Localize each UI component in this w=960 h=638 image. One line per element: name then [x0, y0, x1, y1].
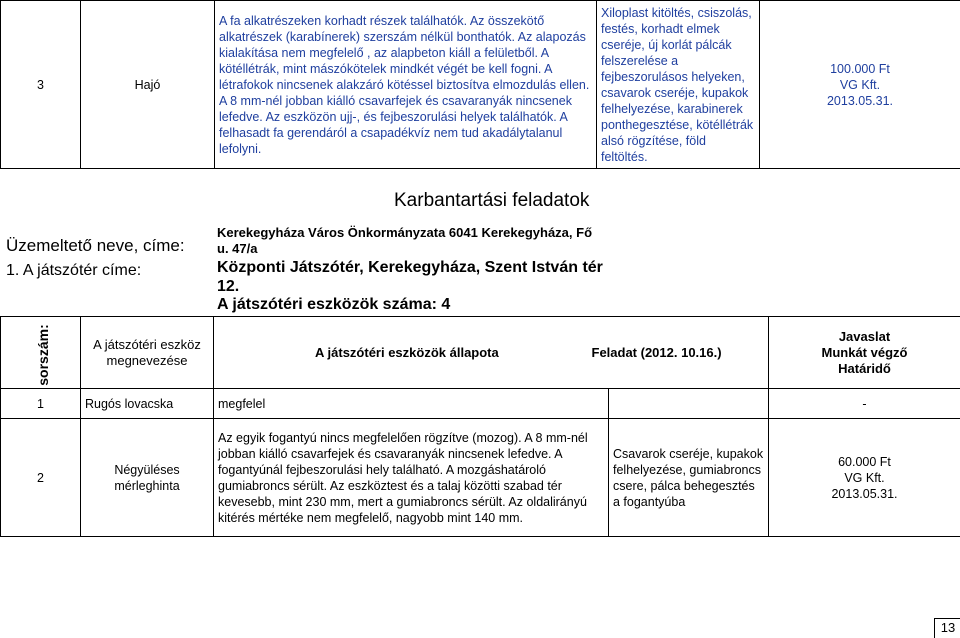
- header-proposal-line2: Munkát végző: [773, 345, 956, 361]
- table-row: [1, 389, 960, 419]
- row-number: 1: [1, 389, 81, 419]
- row-number: 2: [1, 419, 81, 537]
- header-proposal-line3: Határidő: [773, 361, 956, 377]
- section-title: Karbantartási feladatok: [394, 190, 589, 212]
- device-name: Hajó: [81, 1, 215, 169]
- row-number: 3: [1, 1, 81, 169]
- top-row-table: [0, 0, 960, 169]
- proposal-cost: 60.000 Ft: [773, 454, 956, 470]
- maintenance-table: [0, 316, 960, 537]
- page-number: 13: [934, 618, 960, 638]
- header-state: A játszótéri eszközök állapota: [315, 345, 499, 360]
- device-name: Négyüléses mérleghinta: [81, 419, 214, 537]
- header-sorszam: [23, 310, 63, 400]
- header-proposal: [769, 317, 960, 389]
- header-device-name: A játszótéri eszköz megnevezése: [81, 317, 214, 389]
- header-state-task: [214, 317, 769, 389]
- proposal-contractor: VG Kft.: [764, 77, 956, 93]
- device-task: Xiloplast kitöltés, csiszolás, festés, korhadt elmek cseréje, új korlát pálcák felszerelése a fejbeszorulásos helyeken, csavarok cseréje, kupakok felhelyezése, karabinerek ponthegesztése, kötéllétrák alsó rögzítése, föld feltöltés.: [597, 1, 760, 169]
- header-task: Feladat (2012. 10.16.): [592, 345, 722, 361]
- operator-label: Üzemeltető neve, címe:: [6, 236, 185, 256]
- device-proposal: [769, 419, 960, 537]
- device-state: A fa alkatrészeken korhadt részek találhatók. Az összekötő alkatrészek (karabínerek) szerszám nélkül bonthatók. Az alapozás kialakítása nem megfelelő , az alapbeton kiáll a felületből. A kötéllétrák, mint mászókötelek mindkét végét be kell fogni. A létrafokok nincsenek alakzáró kötéssel biztosítva elmozdulás ellen. A 8 mm-nél jobban kiálló csavarfejek és csavaranyák nincsenek lefedve. Az eszközön ujj-, és fejbeszorulási helyek találhatók. A felhasadt fa gerendáról a csapadékvíz nem tud akadálytalanul lefolyni.: [215, 1, 597, 169]
- address-value: Központi Játszótér, Kerekegyháza, Szent István tér 12.: [217, 258, 617, 296]
- device-state: Az egyik fogantyú nincs megfelelően rögzítve (mozog). A 8 mm-nél jobban kiálló csavarfejek és csavaranyák nincsenek lefedve. A fogantyúnál fejbeszorulási hely található. A mozgáshatároló gumiabroncs sérült. Az eszköztest és a talaj közötti szabad tér kevesebb, mint 230 mm, mert a gumiabroncs sérült. Az oldalirányú kitérés mértéke nem megfelelő, nagyobb mint 140 mm.: [214, 419, 609, 537]
- table-header-row: [1, 317, 960, 389]
- operator-value: Kerekegyháza Város Önkormányzata 6041 Kerekegyháza, Fő u. 47/a: [217, 225, 602, 257]
- header-sorszam-text: sorszám:: [35, 324, 51, 385]
- device-proposal: -: [769, 389, 960, 419]
- device-state: megfelel: [214, 389, 609, 419]
- proposal-deadline: 2013.05.31.: [773, 486, 956, 502]
- table-row: [1, 419, 960, 537]
- device-task: [609, 389, 769, 419]
- header-proposal-line1: Javaslat: [773, 329, 956, 345]
- device-count: A játszótéri eszközök száma: 4: [217, 296, 450, 314]
- device-proposal: [760, 1, 960, 169]
- address-label: 1. A játszótér címe:: [6, 262, 141, 280]
- device-name: Rugós lovacska: [81, 389, 214, 419]
- device-task: Csavarok cseréje, kupakok felhelyezése, gumiabroncs csere, pálca behegesztés a fogantyúba: [609, 419, 769, 537]
- proposal-cost: 100.000 Ft: [764, 61, 956, 77]
- proposal-contractor: VG Kft.: [773, 470, 956, 486]
- proposal-deadline: 2013.05.31.: [764, 93, 956, 109]
